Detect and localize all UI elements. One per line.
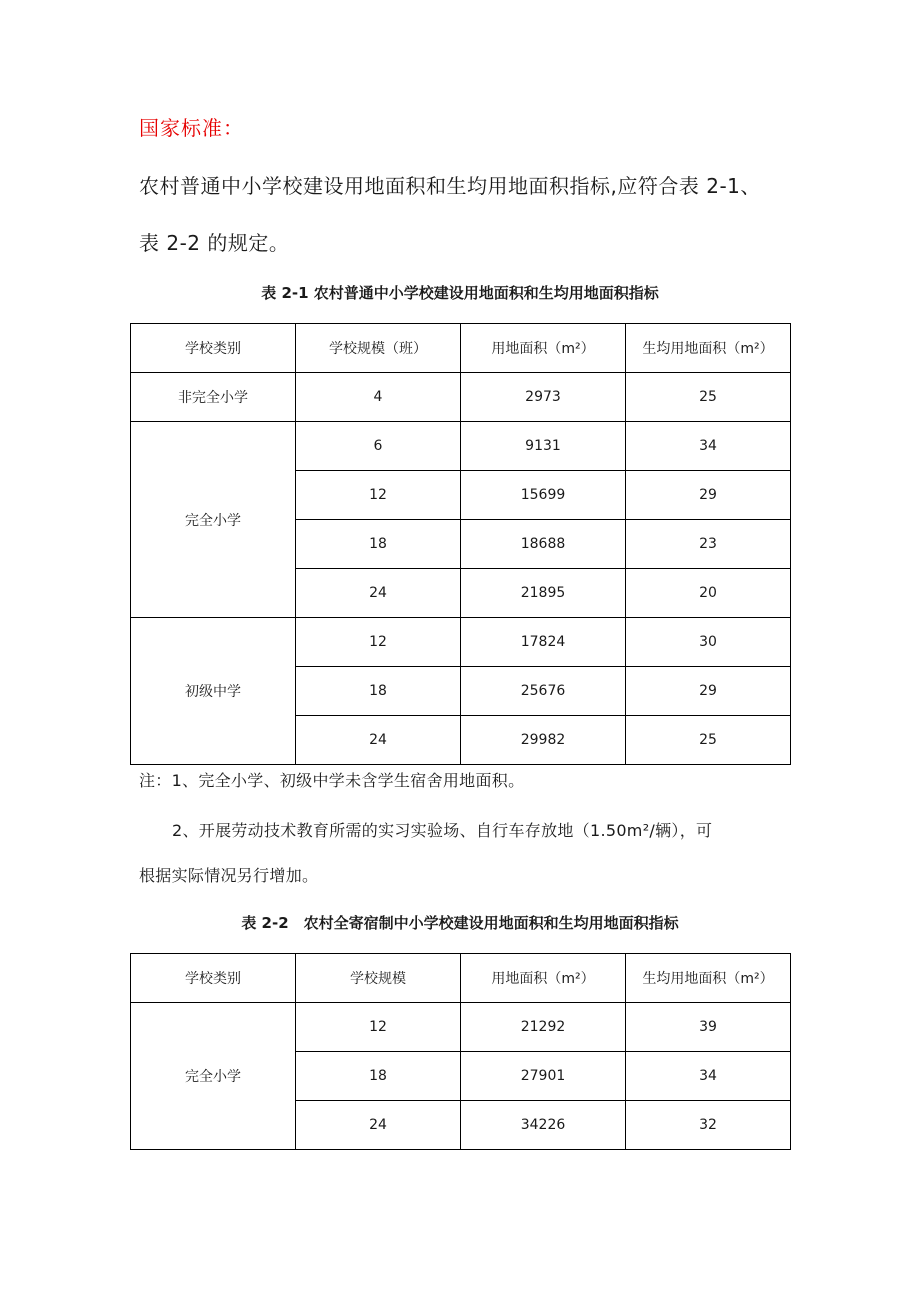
table1	[130, 323, 791, 765]
section-heading: 国家标准：	[139, 116, 244, 140]
area-cell: 25676	[461, 667, 626, 716]
note-line-2: 2、开展劳动技术教育所需的实习实验场、自行车存放地（1.50m²/辆），可	[172, 821, 713, 840]
scale-cell: 4	[296, 373, 461, 422]
per-student-cell: 25	[626, 716, 791, 765]
header-cell: 用地面积（m²）	[461, 954, 626, 1003]
header-cell: 用地面积（m²）	[461, 324, 626, 373]
per-student-cell: 30	[626, 618, 791, 667]
table-row	[131, 373, 791, 422]
area-cell: 9131	[461, 422, 626, 471]
per-student-cell: 20	[626, 569, 791, 618]
per-student-cell: 34	[626, 1052, 791, 1101]
table2	[130, 953, 791, 1150]
table2-caption: 表 2-2 农村全寄宿制中小学校建设用地面积和生均用地面积指标	[241, 914, 679, 932]
area-cell: 17824	[461, 618, 626, 667]
header-cell: 学校规模（班）	[296, 324, 461, 373]
per-student-cell: 23	[626, 520, 791, 569]
scale-cell: 12	[296, 471, 461, 520]
area-cell: 21895	[461, 569, 626, 618]
table-row	[131, 618, 791, 667]
per-student-cell: 34	[626, 422, 791, 471]
scale-cell: 24	[296, 716, 461, 765]
scale-cell: 18	[296, 667, 461, 716]
category-cell: 完全小学	[131, 1003, 296, 1150]
intro-line-2: 表 2-2 的规定。	[139, 231, 290, 255]
category-cell: 初级中学	[131, 618, 296, 765]
scale-cell: 24	[296, 1101, 461, 1150]
area-cell: 29982	[461, 716, 626, 765]
note-line-1: 注：1、完全小学、初级中学未含学生宿舍用地面积。	[139, 771, 525, 790]
header-cell: 学校规模	[296, 954, 461, 1003]
table-header-row	[131, 954, 791, 1003]
intro-line-1: 农村普通中小学校建设用地面积和生均用地面积指标,应符合表 2-1、	[139, 174, 761, 198]
per-student-cell: 29	[626, 667, 791, 716]
scale-cell: 18	[296, 1052, 461, 1101]
header-cell: 生均用地面积（m²）	[626, 954, 791, 1003]
scale-cell: 12	[296, 1003, 461, 1052]
area-cell: 27901	[461, 1052, 626, 1101]
area-cell: 34226	[461, 1101, 626, 1150]
per-student-cell: 32	[626, 1101, 791, 1150]
scale-cell: 18	[296, 520, 461, 569]
category-cell: 非完全小学	[131, 373, 296, 422]
note-line-3: 根据实际情况另行增加。	[139, 866, 319, 885]
header-cell: 学校类别	[131, 954, 296, 1003]
area-cell: 15699	[461, 471, 626, 520]
per-student-cell: 39	[626, 1003, 791, 1052]
category-cell: 完全小学	[131, 422, 296, 618]
table-row	[131, 422, 791, 471]
table-row	[131, 1003, 791, 1052]
scale-cell: 24	[296, 569, 461, 618]
area-cell: 21292	[461, 1003, 626, 1052]
area-cell: 18688	[461, 520, 626, 569]
scale-cell: 12	[296, 618, 461, 667]
table1-caption: 表 2-1 农村普通中小学校建设用地面积和生均用地面积指标	[261, 284, 659, 302]
per-student-cell: 25	[626, 373, 791, 422]
scale-cell: 6	[296, 422, 461, 471]
table-header-row	[131, 324, 791, 373]
header-cell: 生均用地面积（m²）	[626, 324, 791, 373]
per-student-cell: 29	[626, 471, 791, 520]
area-cell: 2973	[461, 373, 626, 422]
header-cell: 学校类别	[131, 324, 296, 373]
